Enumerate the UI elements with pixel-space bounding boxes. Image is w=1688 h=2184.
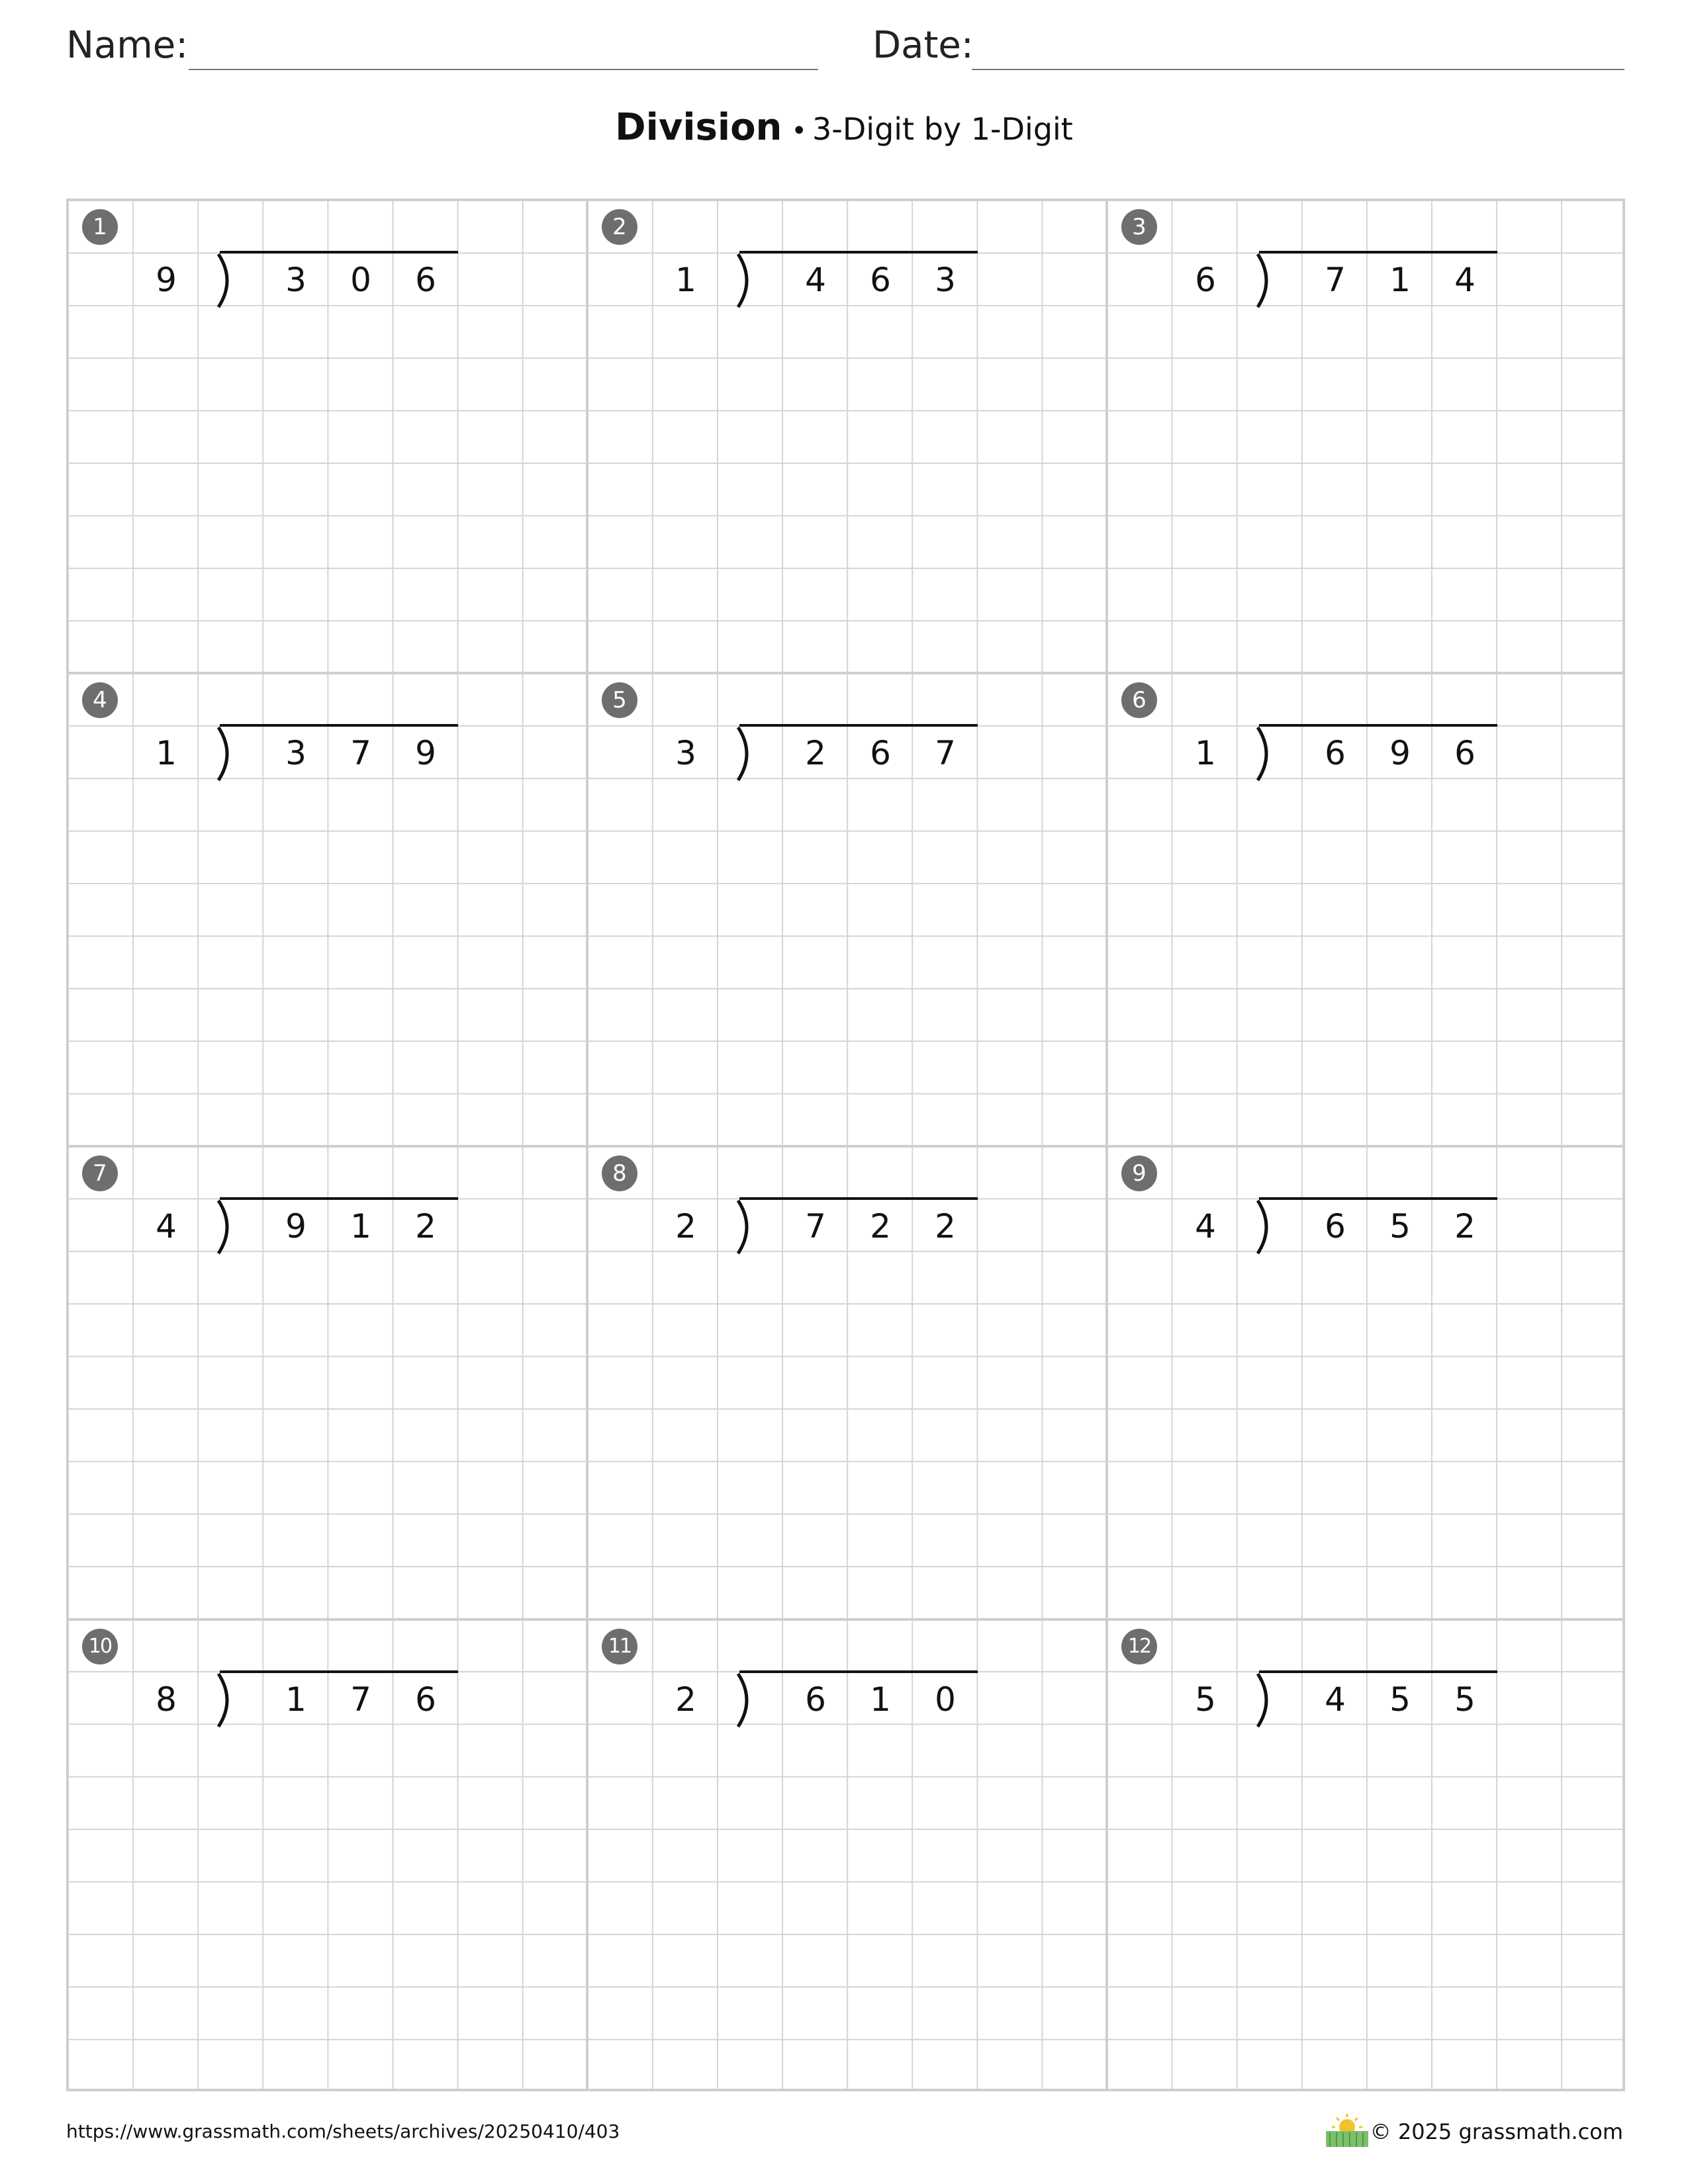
dividend-digit: 0 bbox=[350, 261, 371, 299]
dividend-digit: 1 bbox=[870, 1680, 891, 1719]
problem-number-badge: 3 bbox=[1121, 209, 1157, 245]
dividend-digit: 1 bbox=[350, 1207, 371, 1246]
title-main: Division bbox=[615, 106, 782, 149]
division-bracket-icon bbox=[213, 1198, 240, 1256]
division-problem bbox=[588, 1148, 1108, 1621]
name-underline bbox=[189, 69, 818, 70]
division-problem bbox=[588, 1621, 1108, 2094]
dividend-digit: 6 bbox=[870, 734, 891, 772]
dividend-digit: 3 bbox=[285, 261, 306, 299]
dividend-digit: 2 bbox=[805, 734, 826, 772]
problem-number-badge: 2 bbox=[602, 209, 637, 245]
title-separator: • bbox=[791, 116, 807, 146]
division-problem bbox=[588, 674, 1108, 1148]
problem-grid bbox=[66, 199, 1625, 2091]
problem-number-badge: 8 bbox=[602, 1156, 637, 1191]
dividend-digit: 6 bbox=[415, 1680, 436, 1719]
divisor: 1 bbox=[156, 734, 177, 772]
division-bracket-icon bbox=[733, 1671, 759, 1729]
dividend-digit: 9 bbox=[415, 734, 436, 772]
division-problem bbox=[69, 201, 588, 674]
problem-number-badge: 6 bbox=[1121, 682, 1157, 718]
dividend-digit: 2 bbox=[935, 1207, 956, 1246]
divisor: 1 bbox=[1195, 734, 1216, 772]
dividend-digit: 4 bbox=[1325, 1680, 1346, 1719]
dividend-digit: 5 bbox=[1454, 1680, 1476, 1719]
date-field[interactable] bbox=[872, 24, 1624, 70]
grass-sun-logo-icon bbox=[1321, 2111, 1374, 2148]
divisor: 3 bbox=[675, 734, 696, 772]
division-problem bbox=[69, 674, 588, 1148]
divisor: 2 bbox=[675, 1680, 696, 1719]
dividend-digit: 7 bbox=[350, 1680, 371, 1719]
problem-number-badge: 11 bbox=[602, 1629, 637, 1664]
dividend-digit: 4 bbox=[805, 261, 826, 299]
problem-number-badge: 4 bbox=[82, 682, 118, 718]
dividend-digit: 2 bbox=[415, 1207, 436, 1246]
division-problem bbox=[1108, 201, 1628, 674]
dividend-digit: 6 bbox=[1325, 1207, 1346, 1246]
name-field[interactable] bbox=[66, 24, 818, 70]
date-label: Date: bbox=[872, 24, 974, 67]
divisor: 2 bbox=[675, 1207, 696, 1246]
division-bracket-icon bbox=[733, 251, 759, 310]
dividend-digit: 0 bbox=[935, 1680, 956, 1719]
worksheet-title bbox=[0, 106, 1688, 149]
name-label: Name: bbox=[66, 24, 189, 67]
division-problem bbox=[1108, 1621, 1628, 2094]
division-problem bbox=[1108, 674, 1628, 1148]
problem-number-badge: 12 bbox=[1121, 1629, 1157, 1664]
dividend-digit: 5 bbox=[1389, 1680, 1411, 1719]
dividend-digit: 1 bbox=[1389, 261, 1411, 299]
problem-number-badge: 9 bbox=[1121, 1156, 1157, 1191]
divisor: 1 bbox=[675, 261, 696, 299]
dividend-digit: 6 bbox=[1454, 734, 1476, 772]
division-problem bbox=[588, 201, 1108, 674]
division-bracket-icon bbox=[213, 251, 240, 310]
dividend-digit: 7 bbox=[350, 734, 371, 772]
division-bracket-icon bbox=[1252, 725, 1279, 783]
dividend-digit: 7 bbox=[805, 1207, 826, 1246]
dividend-digit: 3 bbox=[935, 261, 956, 299]
division-problem bbox=[69, 1621, 588, 2094]
problem-number-badge: 10 bbox=[82, 1629, 118, 1664]
dividend-digit: 9 bbox=[1389, 734, 1411, 772]
dividend-digit: 7 bbox=[935, 734, 956, 772]
division-bracket-icon bbox=[213, 725, 240, 783]
division-problem bbox=[1108, 1148, 1628, 1621]
dividend-digit: 1 bbox=[285, 1680, 306, 1719]
division-bracket-icon bbox=[1252, 251, 1279, 310]
divisor: 4 bbox=[156, 1207, 177, 1246]
dividend-digit: 9 bbox=[285, 1207, 306, 1246]
dividend-digit: 3 bbox=[285, 734, 306, 772]
dividend-digit: 7 bbox=[1325, 261, 1346, 299]
dividend-digit: 2 bbox=[1454, 1207, 1476, 1246]
divisor: 8 bbox=[156, 1680, 177, 1719]
dividend-digit: 6 bbox=[870, 261, 891, 299]
dividend-digit: 6 bbox=[415, 261, 436, 299]
problem-number-badge: 1 bbox=[82, 209, 118, 245]
division-bracket-icon bbox=[213, 1671, 240, 1729]
footer-copyright: © 2025 grassmath.com bbox=[1370, 2119, 1623, 2144]
division-bracket-icon bbox=[733, 725, 759, 783]
problem-number-badge: 7 bbox=[82, 1156, 118, 1191]
footer-url: https://www.grassmath.com/sheets/archives/20250410/403 bbox=[66, 2120, 620, 2142]
divisor: 6 bbox=[1195, 261, 1216, 299]
divisor: 4 bbox=[1195, 1207, 1216, 1246]
dividend-digit: 6 bbox=[805, 1680, 826, 1719]
date-underline bbox=[972, 69, 1624, 70]
divisor: 5 bbox=[1195, 1680, 1216, 1719]
title-subtitle: 3-Digit by 1-Digit bbox=[812, 111, 1073, 147]
dividend-digit: 4 bbox=[1454, 261, 1476, 299]
dividend-digit: 5 bbox=[1389, 1207, 1411, 1246]
dividend-digit: 2 bbox=[870, 1207, 891, 1246]
divisor: 9 bbox=[156, 261, 177, 299]
dividend-digit: 6 bbox=[1325, 734, 1346, 772]
problem-number-badge: 5 bbox=[602, 682, 637, 718]
division-bracket-icon bbox=[1252, 1198, 1279, 1256]
division-problem bbox=[69, 1148, 588, 1621]
division-bracket-icon bbox=[1252, 1671, 1279, 1729]
division-bracket-icon bbox=[733, 1198, 759, 1256]
